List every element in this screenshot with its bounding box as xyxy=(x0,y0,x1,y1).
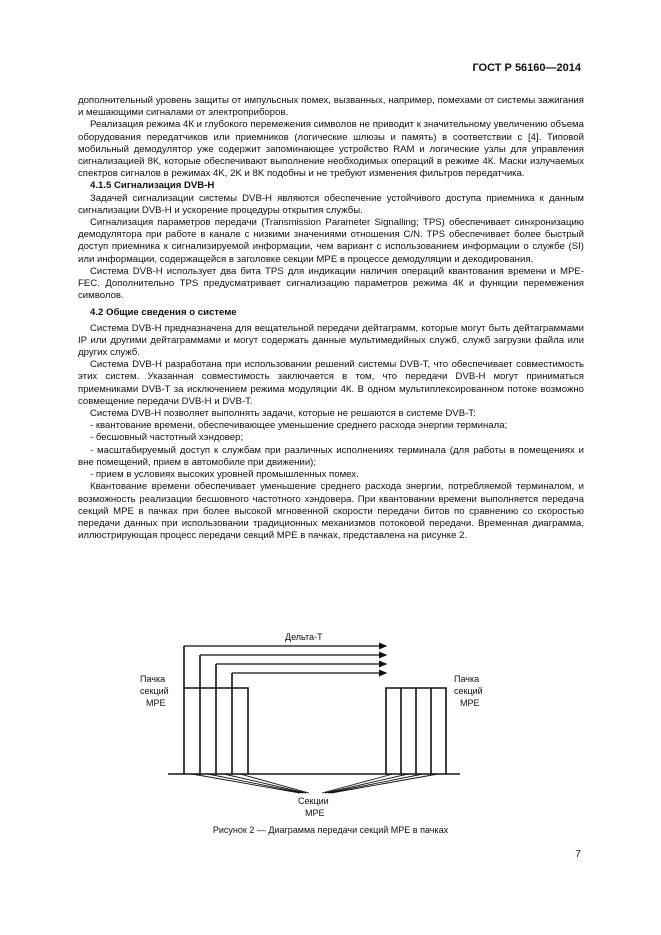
burst-diagram xyxy=(0,628,661,838)
section-heading: 4.2 Общие сведения о системе xyxy=(90,307,237,319)
delta-t-arrows xyxy=(184,646,386,673)
left-burst-label-line: МРЕ xyxy=(146,698,166,708)
left-burst-label-line: секций xyxy=(140,686,169,696)
paragraph: Система DVB-H предназначена для вещательной передачи дейтаграмм, которые могут быть дейтаграммами IP или другими дейтаграммами и могут содержать данные мультимедийных служб, служб загрузки файла или других служб. xyxy=(78,322,584,359)
figure-caption: Рисунок 2 — Диаграмма передачи секций МРЕ в пачках xyxy=(212,825,449,835)
left-burst-label-line: Пачка xyxy=(140,674,166,684)
paragraph: Система DVB-H использует два бита TPS для индикации наличия операций квантования времени и MPE-FEC. Дополнительно TPS предусматривает сигнализацию параметров режима 4К и функции перемежения символов. xyxy=(78,265,584,302)
right-burst-label-line: Пачка xyxy=(454,674,480,684)
paragraph: Система DVB-H разработана при использовании решений системы DVB-T, что обеспечивает совместимость этих систем. Указанная совместимость заключается в том, что передачи DVB-H могут приниматься приемниками DVB-T за исключением режима модуляции 4К. В одном мультиплексированном потоке возможно совмещение передачи DVB-H и DVB-T. xyxy=(78,359,584,407)
paragraph: Квантование времени обеспечивает уменьшение среднего расхода энергии, потребляемой терминалом, и возможность реализации бесшовного частотного хэндовера. При квантовании времени выполняется передача секций МРЕ в пачках при более высокой мгновенной скорости передачи битов по сравнению со скоростью передачи данных при использовании традиционных механизмов потоковой передачи. Временная диаграмма, иллюстрирующая процесс передачи секций МРЕ в пачках, представлена на рисунке 2. xyxy=(78,481,584,542)
paragraph: Задачей сигнализации системы DVB-H являются обеспечение устойчивого доступа приемника к данным сигнализации DVB-H и ускорение процедуры открытия службы. xyxy=(78,192,584,216)
sections-label-line: Секции xyxy=(298,796,329,806)
paragraph: дополнительный уровень защиты от импульсных помех, вызванных, например, помехами от системы зажигания и мешающими сигналами от электроприборов. xyxy=(78,95,584,119)
paragraph: Сигнализация параметров передачи (Transmission Parameter Signalling; TPS) обеспечивает синхронизацию демодулятора при работе в канале с низкими значениями отношения C/N. TPS обеспечивает более быстрый доступ приемника к сигнализируемой информации, чем вариант с использованием информации о службе (SI) или информации, содержащейся в заголовке секции МРЕ в процессе демодуляции и декодирования. xyxy=(78,217,584,265)
section-heading: 4.1.5 Сигнализация DVB-H xyxy=(90,180,215,192)
left-burst xyxy=(184,646,248,774)
right-burst-label-line: МРЕ xyxy=(460,698,480,708)
delta-t-label: Дельта-Т xyxy=(285,632,323,642)
right-burst-label-line: секций xyxy=(454,686,483,696)
sections-label-line: МРЕ xyxy=(305,808,325,818)
body-text xyxy=(78,95,584,542)
page-number: 7 xyxy=(575,848,581,860)
section-pointer-lines xyxy=(192,774,438,793)
right-burst xyxy=(386,688,446,774)
paragraph: Система DVB-H позволяет выполнять задачи, которые не решаются в системе DVB-T: xyxy=(90,408,476,420)
document-header: ГОСТ Р 56160—2014 xyxy=(472,62,581,74)
list-item: - квантование времени, обеспечивающее уменьшение среднего расхода энергии терминала; xyxy=(90,420,508,432)
list-item: - масштабируемый доступ к службам при различных исполнениях терминала (для работы в помещениях и вне помещений, прием в автомобиле при движении); xyxy=(78,444,584,468)
paragraph: Реализация режима 4К и глубокого перемежения символов не приводит к значительному увеличению объема оборудования передатчиков или приемников (логические шлюзы и память) в соответствии с [4]. Типовой мобильный демодулятор уже содержит запоминающее устройство RAM и логические узлы для управления сигнализацией 8К, которые обеспечивают выполнение необходимых операций в режиме 4К. Маски излучаемых спектров сигналов в режимах 4K, 2K и 8K подобны и не требуют изменения фильтров передатчика. xyxy=(78,119,584,180)
figure-mpe-bursts xyxy=(0,628,661,838)
list-item: - бесшовный частотный хэндовер; xyxy=(90,432,244,444)
list-item: - прием в условиях высоких уровней промышленных помех. xyxy=(90,469,359,481)
